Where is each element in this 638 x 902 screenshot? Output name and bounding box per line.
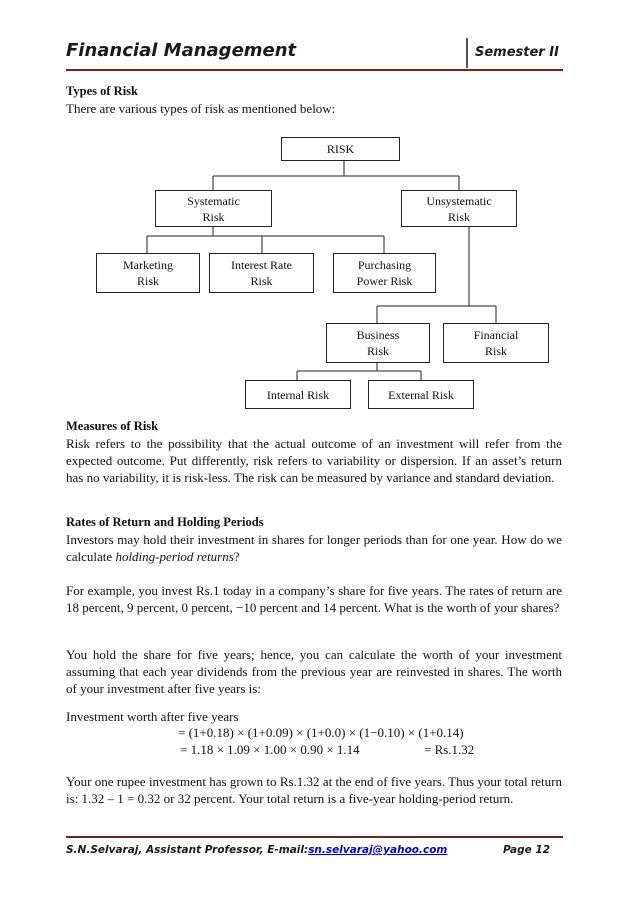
conclusion-paragraph: Your one rupee investment has grown to Rs.1.32 at the end of five years. Thus your total return is: 1.32 – 1 = 0.32 or 32 percent. Your total return is a five-year holding-period return. <box>66 774 562 806</box>
internal-risk-box <box>245 380 351 409</box>
example-paragraph: For example, you invest Rs.1 today in a company’s share for five years. The rates of return are 18 percent, 9 percent, 0 percent, −10 percent and 14 percent. What is the worth of your shares? <box>66 583 562 615</box>
calculation-line-2: = 1.18 × 1.09 × 1.00 × 0.90 × 1.14 <box>180 742 360 757</box>
types-of-risk-intro: There are various types of risk as mentioned below: <box>66 101 336 116</box>
purchasing-power-risk-label: Purchasing Power Risk <box>356 258 413 288</box>
rates-of-return-paragraph <box>66 531 562 565</box>
risk-box <box>281 137 400 161</box>
measures-of-risk-paragraph: Risk refers to the possibility that the actual outcome of an investment will refer from the expected outcome. Put differently, risk refers to variability or dispersion. If an asset’s return has no variability, it is risk-less. The risk can be measured by variance and standard deviation. <box>66 436 562 485</box>
unsystematic-risk-box <box>401 190 517 227</box>
marketing-risk-label: Marketing Risk <box>123 258 173 288</box>
calculation-result: = Rs.1.32 <box>424 742 475 757</box>
systematic-risk-box <box>155 190 272 227</box>
risk-box-label: RISK <box>326 142 355 156</box>
rates-text-before: Investors may hold their investment in shares for longer periods than for one year. How do we calculate <box>66 532 562 564</box>
business-risk-box <box>326 323 430 363</box>
footer-author <box>66 844 447 856</box>
internal-risk-label: Internal Risk <box>266 387 330 402</box>
holding-period-returns-term: holding-period returns <box>115 549 234 564</box>
rates-text-after: ? <box>233 549 240 564</box>
calculation-line-1: = (1+0.18) × (1+0.09) × (1+0.0) × (1−0.10) × (1+0.14) <box>178 725 464 740</box>
holding-paragraph: You hold the share for five years; hence, you can calculate the worth of your investment assuming that each year dividends from the previous year are reinvested in shares. The worth of your investment after five years is: <box>66 647 562 696</box>
systematic-risk-label: Systematic Risk <box>187 193 240 224</box>
rates-of-return-heading: Rates of Return and Holding Periods <box>66 515 264 529</box>
unsystematic-risk-label: Unsystematic Risk <box>426 193 492 224</box>
measures-of-risk-heading: Measures of Risk <box>66 419 159 433</box>
financial-risk-label: Financial Risk <box>473 328 519 358</box>
document-title: Financial Management <box>66 40 297 61</box>
marketing-risk-box <box>96 253 200 293</box>
business-risk-label: Business Risk <box>356 328 400 358</box>
page-number: Page 12 <box>503 844 551 856</box>
footer-rule <box>66 836 563 838</box>
purchasing-power-risk-box <box>333 253 436 293</box>
footer-author-text: S.N.Selvaraj, Assistant Professor, E-mail: <box>66 844 309 856</box>
external-risk-label: External Risk <box>388 387 454 402</box>
external-risk-box <box>368 380 474 409</box>
calculation-label: Investment worth after five years <box>66 709 239 724</box>
financial-risk-box <box>443 323 549 363</box>
author-email-link[interactable]: sn.selvaraj@yahoo.com <box>308 844 448 856</box>
semester-label: Semester II <box>475 45 559 60</box>
types-of-risk-heading: Types of Risk <box>66 84 139 98</box>
interest-rate-risk-label: Interest Rate Risk <box>231 258 292 288</box>
interest-rate-risk-box <box>209 253 314 293</box>
